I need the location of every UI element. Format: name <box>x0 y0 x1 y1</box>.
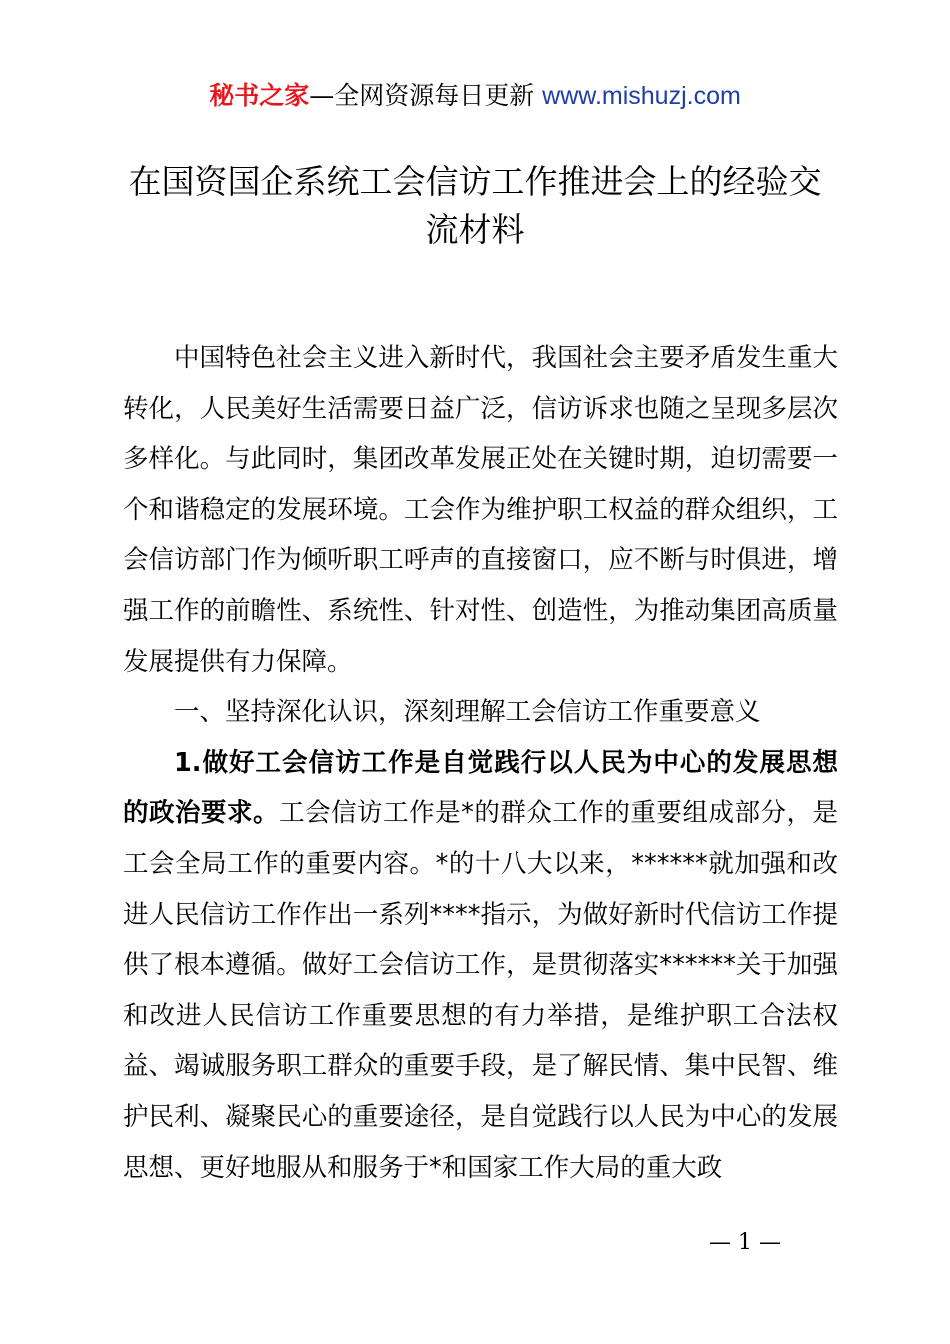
site-url[interactable]: www.mishuzj.com <box>542 82 741 110</box>
brand-name: 秘书之家 <box>209 81 310 110</box>
site-tagline: —全网资源每日更新 <box>309 81 543 110</box>
paragraph-intro: 中国特色社会主义进入新时代，我国社会主要矛盾发生重大转化，人民美好生活需要日益广泛，信访诉求也随之呈现多层次多样化。与此同时，集团改革发展正处在关键时期，迫切需要一个和谐稳定的发展环境。工会作为维护职工权益的群众组织，工会信访部门作为倾听职工呼声的直接窗口，应不断与时俱进，增强工作的前瞻性、系统性、针对性、创造性，为推动集团高质量发展提供有力保障。 <box>123 343 838 677</box>
document-title: 在国资国企系统工会信访工作推进会上的经验交流材料 <box>128 162 822 249</box>
paragraph-point-1 <box>123 738 838 1193</box>
document-body <box>123 333 838 1193</box>
site-header <box>0 80 950 112</box>
point-1-lead: 1.做好工会信访工作是自觉践行以人民为中心的发展思想的政治要求。 <box>123 747 838 829</box>
page-number: — 1 — <box>709 1230 781 1255</box>
section-heading: 一、坚持深化认识，深刻理解工会信访工作重要意义 <box>174 697 761 728</box>
point-1-text: 工会信访工作是*的群众工作的重要组成部分，是工会全局工作的重要内容。*的十八大以来，******就加强和改进人民信访工作作出一系列****指示，为做好新时代信访工作提供了根本遵循。做好工会信访工作，是贯彻落实******关于加强和改进人民信访工作重要思想的有力举措，是维护职工合法权益、竭诚服务职工群众的重要手段，是了解民情、集中民智、维护民利、凝聚民心的重要途径，是自觉践行以人民为中心的发展思想、更好地服从和服务于*和国家工作大局的重大政 <box>123 798 838 1183</box>
